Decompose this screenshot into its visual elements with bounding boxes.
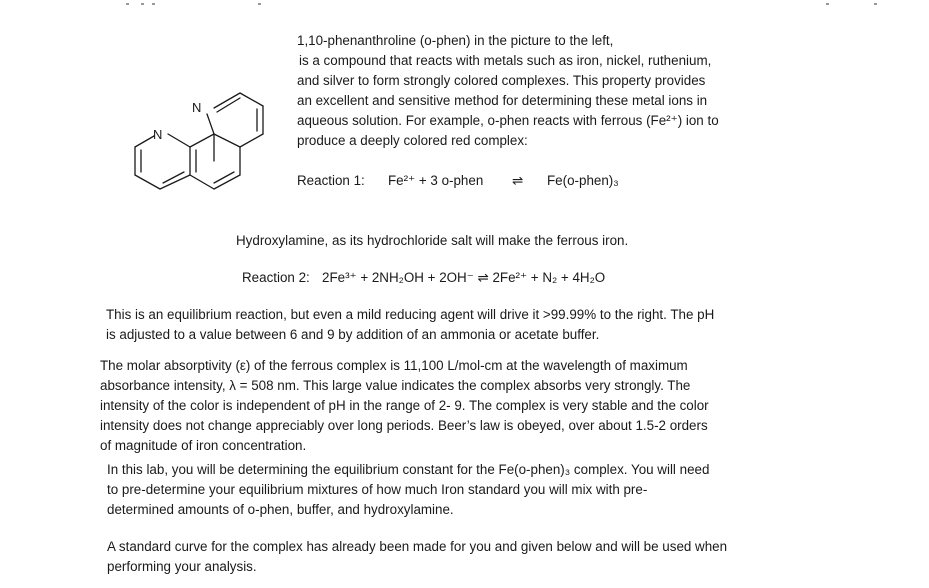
intro-line: 1,10-phenanthroline (o-phen) in the picture to the left, (297, 33, 614, 48)
nitrogen-atom-label: N (192, 100, 202, 115)
scan-mark (874, 3, 877, 5)
intro-paragraph (297, 31, 719, 151)
scan-mark (141, 3, 144, 5)
phenanthroline-structure-diagram (100, 86, 275, 216)
absorptivity-paragraph (100, 356, 709, 456)
standard-curve-line: performing your analysis. (107, 559, 257, 574)
hydroxylamine-sentence: Hydroxylamine, as its hydrochloride salt will make the ferrous iron. (236, 233, 629, 248)
scan-mark (126, 3, 129, 5)
scan-mark (152, 3, 155, 5)
absorptivity-line: intensity does not change appreciably over long periods. Beer’s law is obeyed, over about 1.5-2 orders (100, 418, 708, 433)
intro-line: produce a deeply colored red complex: (297, 133, 528, 148)
nitrogen-atom-label: N (153, 127, 163, 142)
absorptivity-line: absorbance intensity, λ = 508 nm. This large value indicates the complex absorbs very strongly. The (100, 378, 691, 393)
absorptivity-line: The molar absorptivity (ε) of the ferrous complex is 11,100 L/mol-cm at the wavelength of maximum (100, 358, 688, 373)
lab-paragraph (107, 460, 709, 520)
reaction-2 (242, 268, 742, 288)
absorptivity-line: of magnitude of iron concentration. (100, 438, 307, 453)
absorptivity-line: intensity of the color is independent of pH in the range of 2- 9. The complex is very stable and the color (100, 398, 709, 413)
scan-mark (826, 3, 829, 5)
reaction-1-reactants: Fe²⁺ + 3 o-phen (388, 173, 484, 188)
reaction-2-label: Reaction 2: (242, 270, 310, 285)
intro-line: is a compound that reacts with metals such as iron, nickel, ruthenium, (299, 53, 712, 68)
intro-line: aqueous solution. For example, o-phen reacts with ferrous (Fe²⁺) ion to (297, 113, 719, 128)
equilibrium-paragraph (106, 305, 714, 345)
lab-line: to pre-determine your equilibrium mixtures of how much Iron standard you will mix with pre- (107, 482, 648, 497)
intro-line: and silver to form strongly colored complexes. This property provides (297, 73, 706, 88)
reaction-1 (297, 171, 697, 191)
lab-line: In this lab, you will be determining the equilibrium constant for the Fe(o-phen)₃ complex. You will need (107, 462, 710, 477)
reaction-1-product: Fe(o-phen)₃ (547, 173, 619, 188)
scan-mark (258, 3, 261, 5)
equilibrium-line: This is an equilibrium reaction, but even a mild reducing agent will drive it >99.99% to the right. The pH (106, 307, 715, 322)
reaction-2-equation: 2Fe³⁺ + 2NH₂OH + 2OH⁻ ⇌ 2Fe²⁺ + N₂ + 4H₂O (322, 270, 606, 285)
standard-curve-paragraph (107, 537, 727, 577)
reaction-1-label: Reaction 1: (297, 173, 365, 188)
equilibrium-line: is adjusted to a value between 6 and 9 by addition of an ammonia or acetate buffer. (106, 327, 600, 342)
equilibrium-arrow: ⇌ (512, 173, 524, 188)
lab-line: determined amounts of o-phen, buffer, and hydroxylamine. (107, 502, 454, 517)
standard-curve-line: A standard curve for the complex has already been made for you and given below and will be used when (107, 539, 728, 554)
intro-line: an excellent and sensitive method for determining these metal ions in (297, 93, 708, 108)
